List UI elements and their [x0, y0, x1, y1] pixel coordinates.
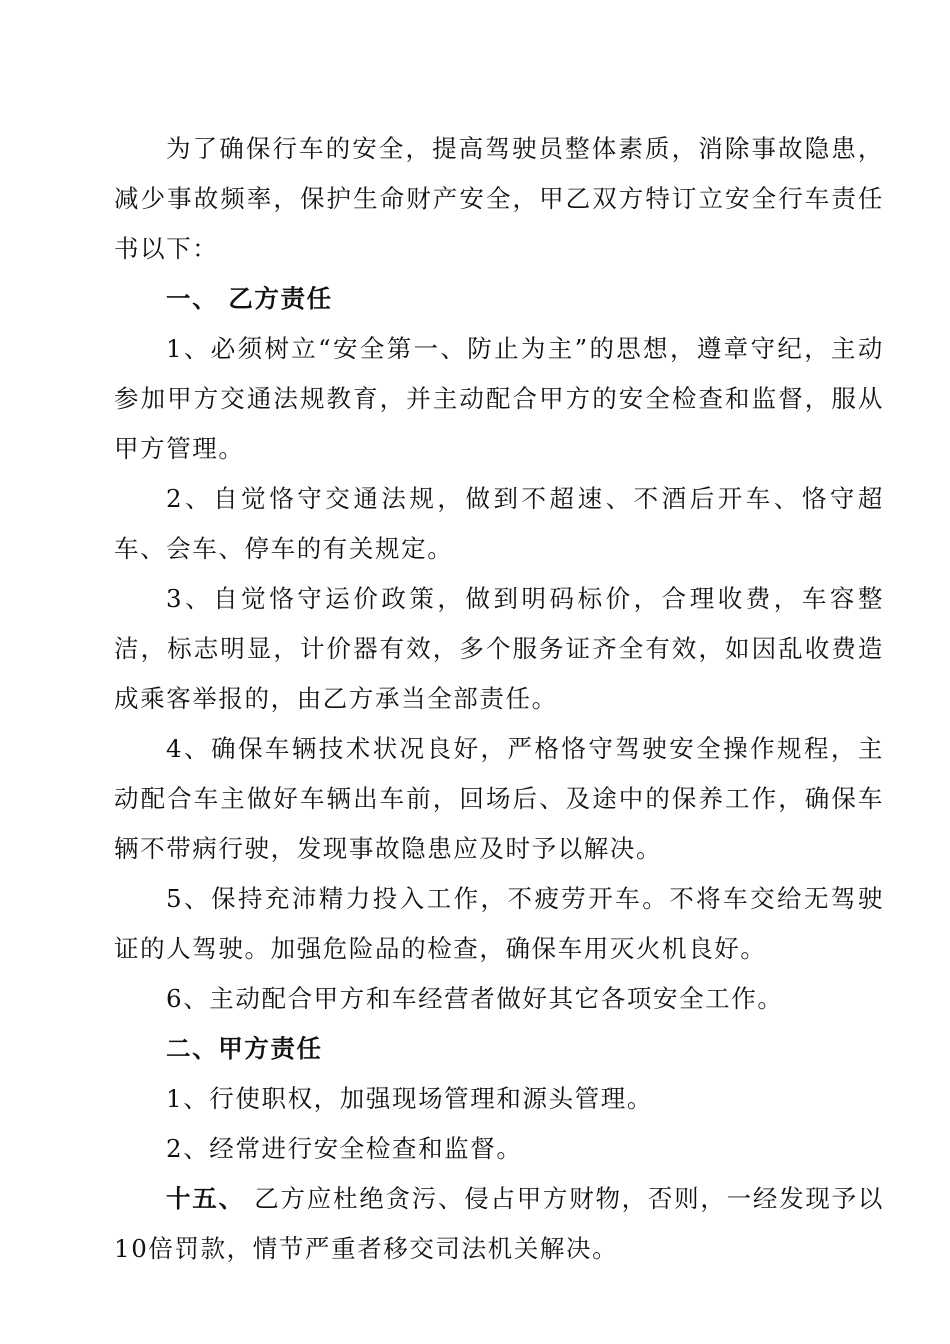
- list-item: 2、自觉恪守交通法规，做到不超速、不酒后开车、恪守超车、会车、停车的有关规定。: [114, 484, 884, 563]
- list-item: 3、自觉恪守运价政策，做到明码标价，合理收费，车容整洁，标志明显，计价器有效，多个服务证齐全有效，如因乱收费造成乘客举报的，由乙方承当全部责任。: [114, 584, 884, 713]
- clause-number: 十五、: [166, 1184, 245, 1213]
- list-item: 1、必须树立“安全第一、防止为主”的思想，遵章守纪，主动参加甲方交通法规教育，并主动配合甲方的安全检查和监督，服从甲方管理。: [114, 334, 884, 463]
- section-heading-party-b: 一、 乙方责任: [166, 284, 333, 313]
- list-item: 5、保持充沛精力投入工作，不疲劳开车。不将车交给无驾驶证的人驾驶。加强危险品的检查，确保车用灭火机良好。: [114, 884, 884, 963]
- section-heading-party-a: 二、甲方责任: [166, 1034, 323, 1063]
- clause-fifteen: [114, 1174, 884, 1274]
- list-item: 6、主动配合甲方和车经营者做好其它各项安全工作。: [166, 984, 784, 1013]
- document-body: [114, 124, 884, 1274]
- list-item: 2、经常进行安全检查和监督。: [166, 1134, 523, 1163]
- list-item: 1、行使职权，加强现场管理和源头管理。: [166, 1084, 653, 1113]
- list-item: 4、确保车辆技术状况良好，严格恪守驾驶安全操作规程，主动配合车主做好车辆出车前，回场后、及途中的保养工作，确保车辆不带病行驶，发现事故隐患应及时予以解决。: [114, 734, 884, 863]
- clause-text: 乙方应杜绝贪污、侵占甲方财物，否则，一经发现予以10倍罚款，情节严重者移交司法机关解决。: [114, 1184, 884, 1263]
- intro-paragraph: 为了确保行车的安全，提高驾驶员整体素质，消除事故隐患，减少事故频率，保护生命财产安全，甲乙双方特订立安全行车责任书以下：: [114, 134, 884, 263]
